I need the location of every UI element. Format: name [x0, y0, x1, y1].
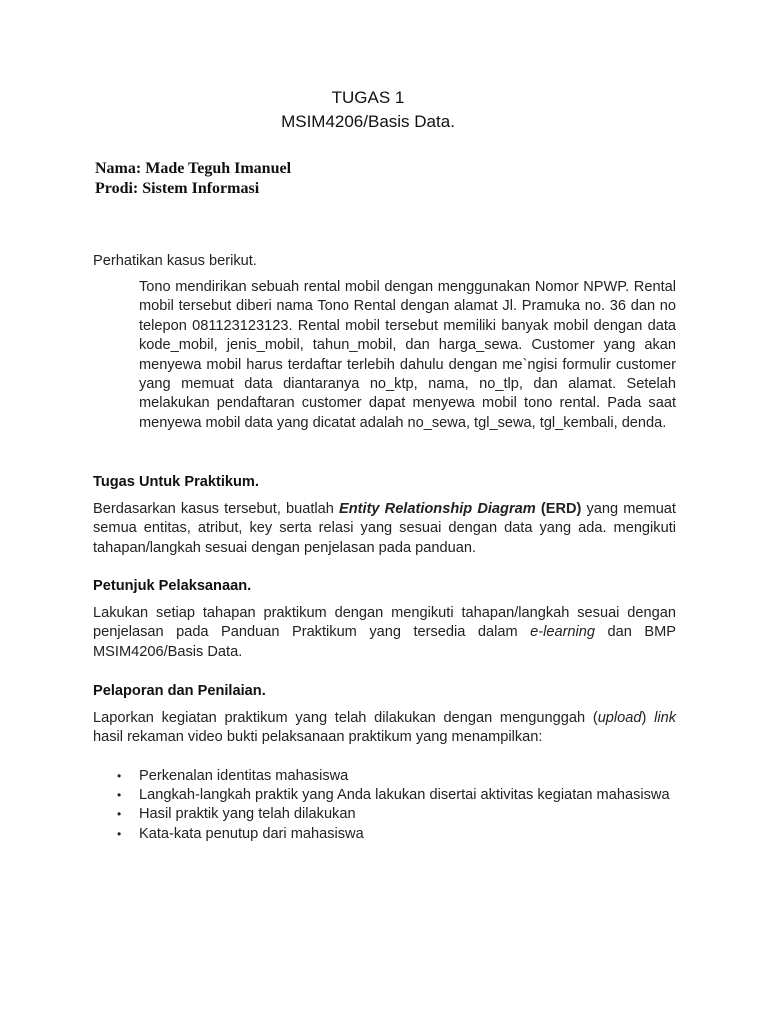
title-line-1: TUGAS 1: [331, 88, 405, 107]
list-item: [93, 786, 676, 805]
document-title: [0, 86, 736, 134]
heading-pelaporan: Pelaporan dan Penilaian.: [93, 683, 266, 699]
paragraph-tugas: [93, 500, 676, 558]
bullet-icon: •: [117, 826, 122, 841]
link-term: link: [654, 710, 676, 726]
tugas-text-1: Berdasarkan kasus tersebut, buatlah: [93, 501, 339, 517]
case-description: Tono mendirikan sebuah rental mobil dengan menggunakan Nomor NPWP. Rental mobil tersebut diberi nama Tono Rental dengan alamat Jl. Pramuka no. 36 dan no telepon 081123123123. Rental mobil tersebut memiliki banyak mobil dengan data kode_mobil, jenis_mobil, tahun_mobil, dan harga_sewa. Customer yang akan menyewa mobil harus terdaftar terlebih dahulu dengan me`ngisi formulir customer yang memuat data diantaranya no_ktp, nama, no_tlp, dan alamat. Setelah melakukan pendaftaran customer dapat menyewa mobil tono rental. Pada saat menyewa mobil data yang dicatat adalah no_sewa, tgl_sewa, tgl_kembali, denda.: [139, 279, 676, 431]
list-item: [93, 825, 676, 844]
student-name: Nama: Made Teguh Imanuel: [95, 160, 292, 177]
list-item-text: Langkah-langkah praktik yang Anda lakukan disertai aktivitas kegiatan mahasiswa: [139, 787, 670, 804]
bullet-icon: •: [117, 788, 122, 803]
list-item-text: Kata-kata penutup dari mahasiswa: [139, 825, 364, 842]
intro-text: Perhatikan kasus berikut.: [93, 253, 257, 269]
bullet-icon: •: [117, 807, 122, 822]
heading-petunjuk: Petunjuk Pelaksanaan.: [93, 578, 252, 594]
heading-tugas: Tugas Untuk Praktikum.: [93, 474, 259, 490]
bullet-icon: •: [117, 769, 122, 783]
petunjuk-text-1: Lakukan setiap tahapan praktikum dengan mengikuti tahapan/langkah sesuai dengan penjelasan pada Panduan Praktikum yang tersedia dalam: [93, 605, 676, 641]
title-line-2: MSIM4206/Basis Data.: [281, 112, 455, 131]
upload-term: upload: [597, 710, 642, 726]
requirements-list: [93, 767, 676, 844]
tugas-text-2: yang memuat semua entitas, atribut, key serta relasi yang sesuai dengan data yang ada. mengikuti tahapan/langkah sesuai dengan penjelasan pada panduan.: [93, 501, 676, 556]
list-item-text: Hasil praktik yang telah dilakukan: [139, 806, 356, 823]
pelaporan-text-3: hasil rekaman video bukti pelaksanaan praktikum yang menampilkan:: [93, 729, 543, 746]
study-program: Prodi: Sistem Informasi: [95, 180, 260, 197]
elearning-term: e-learning: [530, 624, 596, 641]
erd-abbr: (ERD): [535, 501, 582, 517]
list-item-text: Perkenalan identitas mahasiswa: [139, 768, 349, 784]
list-item: [93, 805, 676, 824]
paragraph-petunjuk: [93, 604, 676, 662]
student-identity: [95, 159, 291, 199]
list-item: [93, 767, 676, 786]
pelaporan-text-2: ): [641, 710, 655, 726]
erd-term: Entity Relationship Diagram: [339, 501, 536, 517]
pelaporan-text-1: Laporkan kegiatan praktikum yang telah dilakukan dengan mengunggah (: [93, 710, 598, 726]
paragraph-pelaporan: [93, 709, 676, 748]
petunjuk-text-2: dan BMP MSIM4206/Basis Data.: [93, 624, 676, 660]
